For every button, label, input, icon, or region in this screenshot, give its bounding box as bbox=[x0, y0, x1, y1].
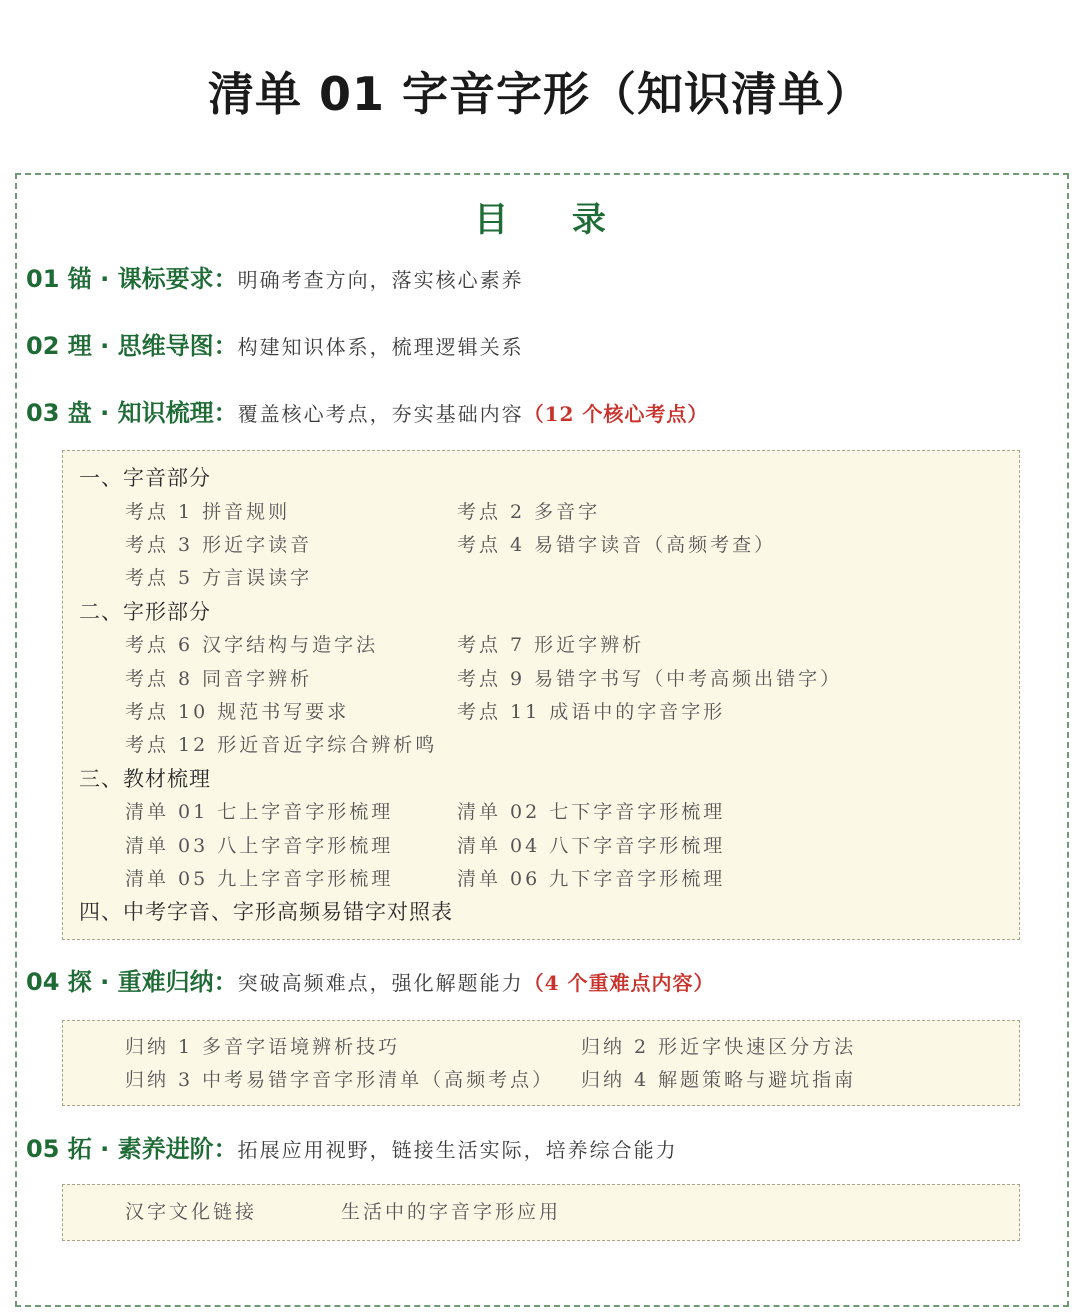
section-description: 覆盖核心考点，夯实基础内容 bbox=[237, 402, 524, 426]
list-item: 清单 04 八下字音字形梳理 bbox=[457, 835, 726, 857]
list-item: 考点 12 形近音近字综合辨析鸣 bbox=[125, 734, 438, 756]
list-item: 考点 8 同音字辨析 bbox=[125, 668, 313, 690]
section-heading: 02 理 · 思维导图： bbox=[26, 332, 238, 360]
list-item: 考点 3 形近字读音 bbox=[125, 534, 313, 556]
list-item: 考点 5 方言误读字 bbox=[125, 567, 313, 589]
list-item: 考点 6 汉字结构与造字法 bbox=[125, 634, 379, 656]
toc-heading: 目 录 bbox=[474, 200, 632, 240]
list-item: 归纳 1 多音字语境辨析技巧 bbox=[125, 1036, 401, 1058]
list-item: 考点 11 成语中的字音字形 bbox=[457, 701, 726, 723]
list-item: 清单 05 九上字音字形梳理 bbox=[125, 868, 394, 890]
list-item: 汉字文化链接 bbox=[125, 1201, 258, 1223]
list-item: 归纳 2 形近字快速区分方法 bbox=[581, 1036, 857, 1058]
section-note: （4 个重难点内容） bbox=[523, 971, 715, 995]
page-title: 清单 01 字音字形（知识清单） bbox=[207, 67, 873, 121]
list-item: 考点 1 拼音规则 bbox=[125, 501, 291, 523]
list-item: 考点 4 易错字读音（高频考查） bbox=[457, 534, 777, 556]
section-description: 明确考查方向，落实核心素养 bbox=[237, 268, 524, 292]
category-heading: 四、中考字音、字形高频易错字对照表 bbox=[79, 900, 453, 924]
list-item: 清单 02 七下字音字形梳理 bbox=[457, 801, 726, 823]
key-points-box bbox=[62, 1020, 1020, 1106]
section-description: 突破高频难点，强化解题能力 bbox=[237, 971, 524, 995]
section-heading: 03 盘 · 知识梳理： bbox=[26, 399, 238, 427]
list-item: 考点 10 规范书写要求 bbox=[125, 701, 350, 723]
knowledge-points-box bbox=[62, 450, 1020, 940]
section-note: （12 个核心考点） bbox=[523, 402, 709, 426]
category-heading: 三、教材梳理 bbox=[79, 767, 211, 791]
list-item: 考点 2 多音字 bbox=[457, 501, 601, 523]
list-item: 考点 9 易错字书写（中考高频出错字） bbox=[457, 668, 843, 690]
section-description: 构建知识体系，梳理逻辑关系 bbox=[237, 335, 524, 359]
section-01 bbox=[26, 262, 524, 296]
section-heading: 04 探 · 重难归纳： bbox=[26, 968, 238, 996]
section-04 bbox=[26, 965, 714, 999]
section-05 bbox=[26, 1132, 678, 1166]
section-03 bbox=[26, 396, 708, 430]
category-heading: 一、字音部分 bbox=[79, 466, 211, 490]
list-item: 生活中的字音字形应用 bbox=[341, 1201, 562, 1223]
list-item: 考点 7 形近字辨析 bbox=[457, 634, 645, 656]
extension-box bbox=[62, 1184, 1020, 1241]
list-item: 清单 01 七上字音字形梳理 bbox=[125, 801, 394, 823]
section-02 bbox=[26, 329, 524, 363]
section-heading: 05 拓 · 素养进阶： bbox=[26, 1135, 238, 1163]
category-heading: 二、字形部分 bbox=[79, 600, 211, 624]
section-description: 拓展应用视野，链接生活实际，培养综合能力 bbox=[237, 1138, 678, 1162]
list-item: 归纳 4 解题策略与避坑指南 bbox=[581, 1069, 857, 1091]
list-item: 清单 06 九下字音字形梳理 bbox=[457, 868, 726, 890]
section-heading: 01 锚 · 课标要求： bbox=[26, 265, 238, 293]
list-item: 清单 03 八上字音字形梳理 bbox=[125, 835, 394, 857]
list-item: 归纳 3 中考易错字音字形清单（高频考点） bbox=[125, 1069, 555, 1091]
